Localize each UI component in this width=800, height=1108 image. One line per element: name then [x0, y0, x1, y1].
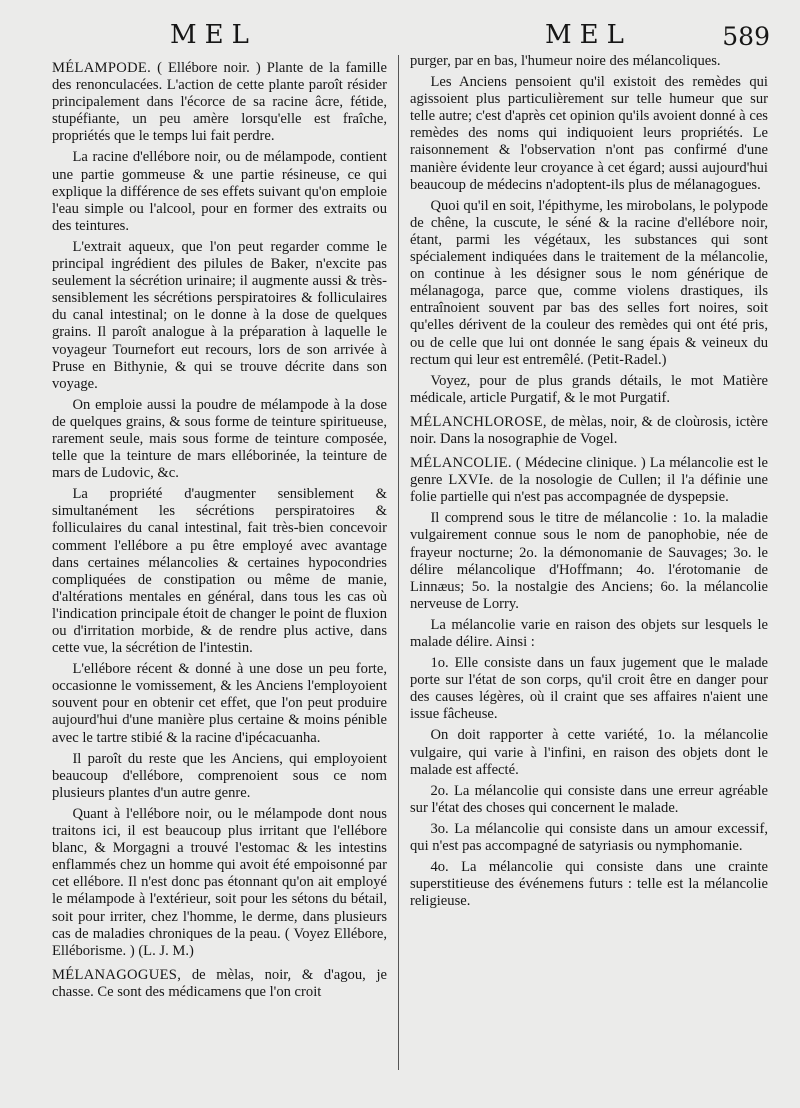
paragraph: Voyez, pour de plus grands détails, le mot Matière médicale, article Purgatif, & le mot Purgatif. [410, 372, 768, 406]
dictionary-entry [410, 455, 768, 506]
entry-text: de mèlas, noir, & de cloùrosis, ictère noir. Dans la nosographie de Vogel. [410, 413, 768, 447]
paragraph: La propriété d'augmenter sensiblement & simultanément les sécrétions perspiratoires & folliculaires du canal intestinal, fait très-bien concevoir comment l'ellébore a pu être employé avec avantage dans certaines mélancolies & certaines hypocondries compliquées de constipation ou même de manie, d'altérations mentales en général, dans tous les cas où l'indication principale étoit de changer le point de fluxion ou d'irritation morbide, & de rendre plus active, dans cette vue, la sécrétion de l'intestin. [52, 486, 387, 657]
paragraph: Il comprend sous le titre de mélancolie : 1o. la maladie vulgairement connue sous le nom de panophobie, née de frayeur nocturne; 2o. la démonomanie de Sauvages; 3o. le délire mélancolique d'Hoffmann; 4o. l'érotomanie de Linnæus; 5o. la nostalgie des Anciens; 6o. la mélancolie nerveuse de Lorry. [410, 510, 768, 612]
left-column [52, 53, 387, 1005]
paragraph: Il paroît du reste que les Anciens, qui employoient beaucoup d'ellébore, comprenoient sous ce nom plusieurs plantes d'un autre genre. [52, 750, 387, 801]
entry-headword: MÉLANAGOGUES, [52, 966, 182, 983]
paragraph: Quoi qu'il en soit, l'épithyme, les mirobolans, le polypode de chêne, la cuscute, le séné & la racine d'ellébore noir, étant, parmi les végétaux, les substances qui sont spécialement indiquées dans le traitement de la mélancolie, on continue à les désigner sous le nom générique de mélanagoga, parce que, comme violens drastiques, ils entraînoient souvent par bas des selles fort noires, soit qu'elles dérivent de la couleur des remèdes qui ont été pris, ou de celle que lui ont donnée le sang épais & veineux du rectum qui leur est entremêlé. (Petit-Radel.) [410, 197, 768, 368]
paragraph: 3o. La mélancolie qui consiste dans un amour excessif, qui n'est pas accompagné de satyriasis ou nymphomanie. [410, 820, 768, 855]
paragraph: La mélancolie varie en raison des objets sur lesquels le malade délire. Ainsi : [410, 616, 768, 650]
entry-headword: MÉLAMPODE. [52, 60, 152, 76]
column-divider [398, 55, 399, 1070]
paragraph: Quant à l'ellébore noir, ou le mélampode dont nous traitons ici, il est beaucoup plus irritant que l'ellébore blanc, & Morgagni a trouvé l'estomac & les intestins enflammés chez un homme qui avoit été empoisonné par cet ellébore. Il n'est donc pas étonnant qu'on ait employé le mélampode à l'extérieur, soit pour les sétons du bétail, soit pour irriter, chez l'homme, le derme, dans plusieurs cas de maladies chroniques de la peau. ( Voyez Ellébore, Elléborisme. ) (L. J. M.) [52, 805, 387, 959]
paragraph: 2o. La mélancolie qui consiste dans une erreur agréable sur l'état des choses qui concernent le malade. [410, 782, 768, 816]
dictionary-entry [52, 967, 387, 1001]
paragraph: L'extrait aqueux, que l'on peut regarder comme le principal ingrédient des pilules de Baker, n'excite pas seulement la sécrétion urinaire; il augmente aussi & très-sensiblement les sécrétions perspiratoires & folliculaires du canal intestinal; on le donne à la dose de quelques grains. Il paroît analogue à la préparation à laquelle le voyageur Tournefort eut recours, lors de son arrivée à Pruse en Bithynie, & qui se trouve décrite dans son voyage. [52, 238, 387, 392]
paragraph: 4o. La mélancolie qui consiste dans une crainte superstitieuse des événemens futurs : telle est la mélancolie religieuse. [410, 859, 768, 910]
running-head-right: MEL [545, 20, 632, 50]
paragraph: On emploie aussi la poudre de mélampode à la dose de quelques grains, & sous forme de teinture spiritueuse, rarement seule, mais sous forme de teinture composée, telle que la teinture de mars elléborinée, la teinture de mars de Ludovic, &c. [52, 396, 387, 482]
continued-paragraph: purger, par en bas, l'humeur noire des mélancoliques. [410, 53, 721, 69]
paragraph: L'ellébore récent & donné à une dose un peu forte, occasionne le vomissement, & les Anciens l'employoient souvent pour en obtenir cet effet, que l'on peut produire aujourd'hui d'une manière plus certaine & moins pénible avec le tartre stibié & la racine d'ipécacuanha. [52, 661, 387, 746]
dictionary-entry [52, 60, 387, 145]
entry-headword: MÉLANCOLIE. [410, 455, 512, 472]
paragraph: 1o. Elle consiste dans un faux jugement que le malade porte sur l'état de son corps, qu'il croit être en danger pour des causes légères, où il craint que ses affaires n'aient une issue fâcheuse. [410, 655, 768, 723]
paragraph: Les Anciens pensoient qu'il existoit des remèdes qui agissoient plus particulièrement sur telle humeur que sur telle autre; c'est d'après cet opinion qu'ils avoient donné à ces remèdes des noms qui indiquoient leurs propriétés. Le raisonnement & l'observation n'ont pas confirmé d'une manière évidente leur croyance à cet égard; aussi aujourd'hui beaucoup de médecins n'adoptent-ils plus de mélanagogues. [410, 74, 768, 193]
paragraph: On doit rapporter à cette variété, 1o. la mélancolie vulgaire, qui varie à l'infini, en raison des objets dont le malade est affecté. [410, 727, 768, 778]
entry-text: ( Ellébore noir. ) Plante de la famille des renonculacées. L'action de cette plante paroît résider principalement dans l'écorce de sa racine âcre, fétide, stupéfiante, un peu amère lorsqu'elle est fraîche, propriétés que le temps lui fait perdre. [52, 60, 387, 145]
entry-text: ( Médecine clinique. ) La mélancolie est le genre LXVIe. de la nosologie de Cullen; il l'a définie une folie partielle qui n'est pas accompagnée de dyspepsie. [410, 455, 768, 506]
dictionary-entry [410, 414, 768, 448]
paragraph: La racine d'ellébore noir, ou de mélampode, contient une partie gommeuse & une partie résineuse, ce qui explique la différence de ses effets suivant qu'on emploie l'eau simple ou l'alcool, pour en former des extraits ou des teintures. [52, 149, 387, 234]
page-number: 589 [722, 22, 770, 51]
running-head-left: MEL [170, 20, 257, 50]
entry-text: de mèlas, noir, & d'agou, je chasse. Ce sont des médicamens que l'on croit [52, 966, 387, 1000]
entry-headword: MÉLANCHLOROSE, [410, 413, 547, 430]
right-column [410, 53, 768, 914]
